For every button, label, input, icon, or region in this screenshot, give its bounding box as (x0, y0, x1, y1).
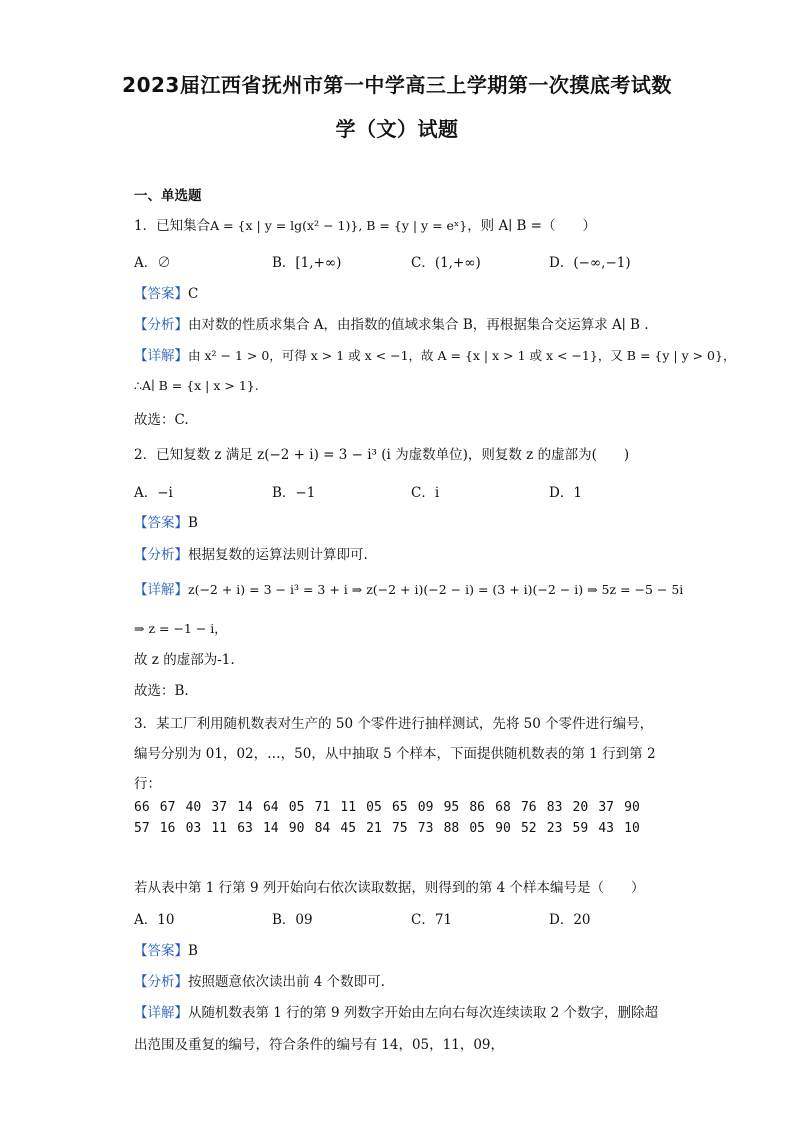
q1-stem-tail: ，则 A∣ B =（ ） (467, 218, 596, 234)
random-table-cell: 11 (211, 821, 228, 836)
q2-answer-value: B (188, 515, 198, 531)
random-table-cell: 43 (598, 821, 614, 836)
q2-answer (134, 514, 198, 532)
q1-analysis-text: 由对数的性质求集合 A，由指数的值域求集合 B，再根据集合交运算求 A∣ B . (188, 317, 649, 333)
random-table-cell: 37 (598, 800, 614, 815)
random-table-cell: 86 (469, 800, 486, 815)
random-table-cell: 64 (262, 800, 279, 815)
q3-detail-line-1 (134, 1004, 658, 1022)
page-title-line-2: 学（文）试题 (335, 117, 459, 141)
random-table-cell: 90 (288, 821, 305, 836)
page-title-line-1: 2023届江西省抚州市第一中学高三上学期第一次摸底考试数 (122, 73, 672, 97)
q3-answer (134, 942, 198, 960)
q3-option-d: D．20 (549, 912, 591, 928)
q3-detail-text-1: 从随机数表第 1 行的第 9 列数字开始由左向右每次连续读取 2 个数字，删除超 (188, 1005, 659, 1021)
detail-tag: 【详解】 (134, 582, 188, 598)
random-table-cell: 09 (417, 800, 434, 815)
random-table-cell: 67 (159, 800, 176, 815)
q3-option-b: B．09 (272, 912, 313, 928)
random-table-cell: 11 (340, 800, 357, 815)
detail-tag: 【详解】 (134, 348, 188, 364)
q1-option-c: C．(1,+∞) (411, 255, 481, 271)
random-table-cell: 10 (624, 821, 640, 836)
random-table-cell: 90 (624, 800, 640, 815)
random-table-cell: 65 (391, 800, 408, 815)
q1-option-a: A．∅ (134, 255, 171, 271)
q3-analysis (134, 973, 385, 991)
q1-sets: A = {x | y = lg(x² − 1)}, B = {y | y = eˣ} (210, 218, 468, 233)
q1-answer-value: C (188, 286, 199, 302)
q1-stem-text: 1．已知集合 (134, 218, 211, 234)
random-table-cell: 88 (443, 821, 460, 836)
random-table-cell: 57 (134, 821, 150, 836)
q2-detail-line-3: 故 z 的虚部为-1. (134, 652, 235, 668)
q2-option-c: C．i (411, 485, 440, 501)
detail-tag: 【详解】 (134, 1005, 188, 1021)
q1-option-b: B．[1,+∞) (272, 255, 342, 271)
q3-stem-line-1: 3．某工厂利用随机数表对生产的 50 个零件进行抽样测试，先将 50 个零件进行编号， (134, 716, 654, 732)
section-heading: 一、单选题 (134, 188, 202, 204)
random-table-cell: 83 (546, 800, 563, 815)
answer-tag: 【答案】 (134, 943, 188, 959)
random-table-cell: 52 (520, 821, 537, 836)
answer-tag: 【答案】 (134, 286, 188, 302)
random-table-row-2 (134, 821, 650, 836)
q2-detail-line-2: ⇒ z = −1 − i， (134, 621, 227, 636)
random-table-cell: 16 (159, 821, 176, 836)
q1-answer (134, 285, 198, 303)
random-table-cell: 21 (366, 821, 382, 836)
random-table-cell: 66 (134, 800, 150, 815)
q2-choice: 故选：B. (134, 683, 189, 699)
random-table-cell: 37 (211, 800, 228, 815)
random-table-cell: 05 (469, 821, 486, 836)
q3-question: 若从表中第 1 行第 9 列开始向右依次读取数据，则得到的第 4 个样本编号是（ ） (134, 880, 645, 896)
q3-option-c: C．71 (411, 912, 453, 928)
random-table-cell: 68 (495, 800, 511, 815)
random-table-cell: 23 (546, 821, 563, 836)
random-table-cell: 14 (262, 821, 279, 836)
q2-option-b: B．−1 (272, 485, 316, 501)
q1-stem (134, 217, 596, 235)
random-table-cell: 03 (185, 821, 202, 836)
random-table-cell: 05 (366, 800, 382, 815)
random-table-cell: 14 (237, 800, 253, 815)
q2-analysis (134, 546, 368, 564)
answer-tag: 【答案】 (134, 515, 188, 531)
q1-analysis (134, 316, 649, 334)
random-table-cell: 95 (443, 800, 460, 815)
random-table-cell: 20 (572, 800, 589, 815)
q2-option-d: D．1 (549, 485, 582, 501)
analysis-tag: 【分析】 (134, 974, 188, 990)
q3-analysis-text: 按照题意依次读出前 4 个数即可. (188, 974, 385, 990)
q1-choice: 故选：C. (134, 412, 189, 428)
q2-detail-text-1: z(−2 + i) = 3 − i³ = 3 + i ⇒ z(−2 + i)(−2 − i) = (3 + i)(−2 − i) ⇒ 5z = −5 − 5i (188, 582, 684, 597)
q1-detail-line-2: ∴A∣ B = {x | x > 1}. (134, 378, 259, 393)
q3-detail-line-2: 出范围及重复的编号，符合条件的编号有 14，05，11，09， (134, 1037, 505, 1053)
random-table-cell: 63 (237, 821, 253, 836)
q1-detail-text-1: 由 x² − 1 > 0，可得 x > 1 或 x < −1，故 A = {x | x > 1 或 x < −1}，又 B = {y | y > 0}， (188, 348, 736, 363)
analysis-tag: 【分析】 (134, 547, 188, 563)
q2-stem: 2．已知复数 z 满足 z(−2 + i) = 3 − i³ (i 为虚数单位)，则复数 z 的虚部为( ) (134, 447, 630, 463)
q3-stem-line-2: 编号分别为 01，02，…，50，从中抽取 5 个样本，下面提供随机数表的第 1 行到第 2 (134, 746, 656, 762)
random-table-cell: 40 (185, 800, 202, 815)
q3-option-a: A．10 (134, 912, 175, 928)
q1-option-d: D．(−∞,−1) (549, 255, 631, 271)
analysis-tag: 【分析】 (134, 317, 188, 333)
q3-answer-value: B (188, 943, 198, 959)
q2-analysis-text: 根据复数的运算法则计算即可. (188, 547, 368, 563)
q2-option-a: A．−i (134, 485, 173, 501)
random-table-cell: 90 (495, 821, 511, 836)
q2-detail-line-1 (134, 581, 683, 599)
random-table-cell: 76 (520, 800, 537, 815)
random-table-cell: 84 (314, 821, 331, 836)
random-table-cell: 05 (288, 800, 305, 815)
q1-detail-line-1 (134, 347, 735, 365)
random-table-cell: 73 (417, 821, 434, 836)
random-table-cell: 71 (314, 800, 331, 815)
q3-stem-line-3: 行： (134, 776, 161, 792)
random-table-cell: 45 (340, 821, 357, 836)
random-table-cell: 75 (391, 821, 408, 836)
random-table-cell: 59 (572, 821, 589, 836)
random-table-row-1 (134, 800, 650, 815)
